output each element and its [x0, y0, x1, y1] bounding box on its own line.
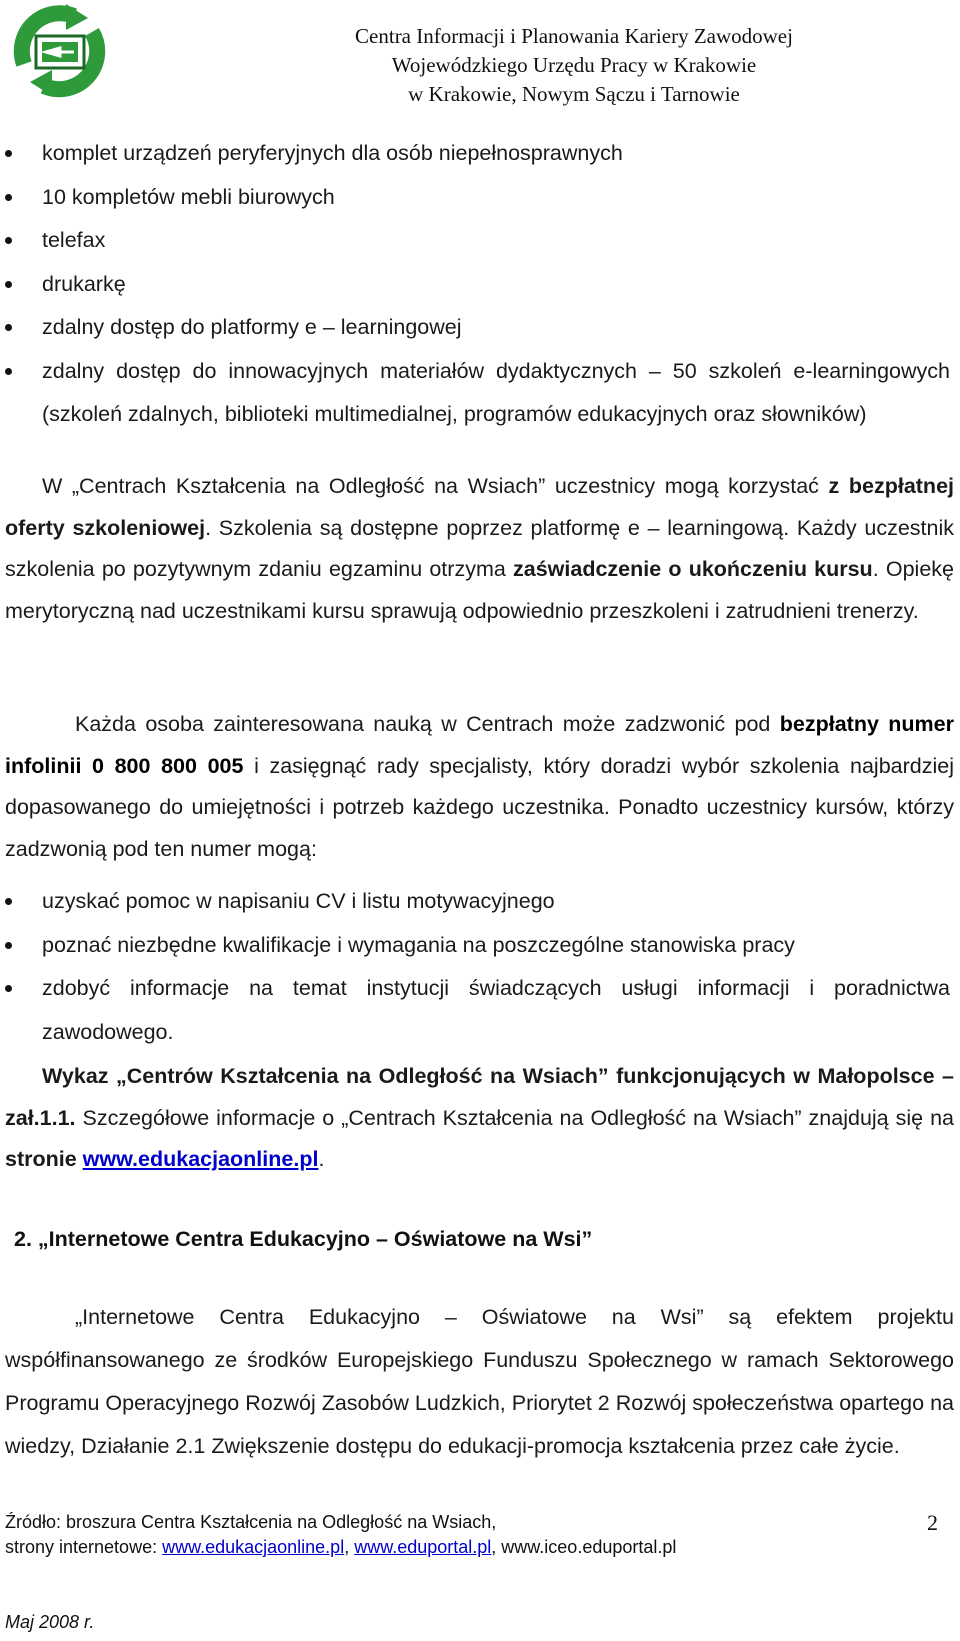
footer-source: Źródło: broszura Centra Kształcenia na Odległość na Wsiach, — [5, 1512, 497, 1532]
paragraph-hotline — [5, 704, 954, 870]
header-line-3: w Krakowie, Nowym Sączu i Tarnowie — [408, 82, 740, 106]
footer-date: Maj 2008 r. — [5, 1612, 95, 1632]
text: Szczegółowe informacje o „Centrach Kształcenia na Odległość na Wsiach” znajdują się na — [75, 1105, 954, 1130]
page-number: 2 — [927, 1510, 938, 1535]
text: . Opiekę merytoryczną nad uczestnikami kursu sprawują odpowiednio przeszkoleni i zatrudnieni trenerzy. — [5, 557, 954, 623]
list-item: poznać niezbędne kwalifikacje i wymagania na poszczególne stanowiska pracy — [5, 924, 950, 968]
list-item: telefax — [5, 219, 950, 263]
text: . — [318, 1147, 325, 1171]
header-line-2: Wojewódzkiego Urzędu Pracy w Krakowie — [391, 53, 757, 77]
header-line-1: Centra Informacji i Planowania Kariery Zawodowej — [355, 24, 793, 48]
page-footer — [5, 1510, 905, 1560]
bold-text: z bezpłatnej oferty szkoleniowej — [5, 474, 954, 540]
edukacjaonline-link[interactable]: www.edukacjaonline.pl — [82, 1147, 319, 1171]
text: . Szkolenia są dostępne poprzez platformę e – learningową. Każdy uczestnik szkolenia po pozytywnym zdaniu egzaminu otrzyma — [5, 515, 954, 581]
bold-text: zaświadczenie o ukończeniu kursu — [513, 557, 873, 581]
text: W „Centrach Kształcenia na Odległość na Wsiach” uczestnicy mogą korzystać — [42, 474, 829, 498]
text: strony internetowe: — [5, 1537, 163, 1557]
list-item: zdalny dostęp do innowacyjnych materiałów dydaktycznych – 50 szkoleń e-learningowych (szkoleń zdalnych, biblioteki multimedialnej, programów edukacyjnych oraz słowników) — [5, 350, 950, 437]
equipment-list — [5, 132, 956, 437]
paragraph-training-offer — [5, 466, 954, 632]
list-item: zdalny dostęp do platformy e – learningowej — [5, 306, 950, 350]
footer-link-eduportal[interactable]: www.eduportal.pl — [354, 1537, 492, 1557]
bold-text: Wykaz „Centrów Kształcenia na Odległość na Wsiach” funkcjonujących w Małopolsce – zał.1.1. — [5, 1064, 954, 1130]
footer-links — [5, 1535, 905, 1560]
text: , — [491, 1537, 502, 1557]
text: i zasięgnąć rady specjalisty, który doradzi wybór szkolenia najbardziej dopasowanego do umiejętności i potrzeb każdego uczestnika. Ponadto uczestnicy kursów, którzy zadzwonią pod ten numer mogą: — [5, 753, 954, 861]
bold-text: stronie — [5, 1147, 77, 1171]
hotline-benefits-list — [5, 880, 956, 1054]
text: , — [344, 1537, 355, 1557]
list-item: 10 kompletów mebli biurowych — [5, 176, 950, 220]
list-item: drukarkę — [5, 263, 950, 307]
paragraph-iceo — [5, 1296, 954, 1468]
list-item: uzyskać pomoc w napisaniu CV i listu motywacyjnego — [5, 880, 950, 924]
footer-link-edukacjaonline[interactable]: www.edukacjaonline.pl — [162, 1537, 345, 1557]
list-item: komplet urządzeń peryferyjnych dla osób niepełnosprawnych — [5, 132, 950, 176]
footer-link-iceo: www.iceo.eduportal.pl — [501, 1537, 677, 1557]
text: Każda osoba zainteresowana nauką w Centrach może zadzwonić pod — [75, 712, 780, 736]
list-item: zdobyć informacje na temat instytucji świadczących usługi informacji i poradnictwa zawodowego. — [5, 967, 950, 1054]
page-header — [150, 22, 960, 109]
bold-text: bezpłatny numer infolinii 0 800 800 005 — [5, 712, 954, 778]
text: „Internetowe Centra Edukacyjno – Oświatowe na Wsi” są efektem projektu współfinansowanego ze środków Europejskiego Funduszu Społecznego w ramach Sektorowego Programu Operacyjnego Rozwój Zasobów Ludzkich, Priorytet 2 Rozwój społeczeństwa opartego na wiedzy, Działanie 2.1 Zwiększenie dostępu do edukacji-promocja kształcenia przez całe życie. — [5, 1305, 954, 1458]
paragraph-centers-list — [5, 1056, 954, 1181]
logo-icon — [4, 2, 116, 98]
section-heading: 2. „Internetowe Centra Edukacyjno – Oświatowe na Wsi” — [14, 1227, 593, 1251]
